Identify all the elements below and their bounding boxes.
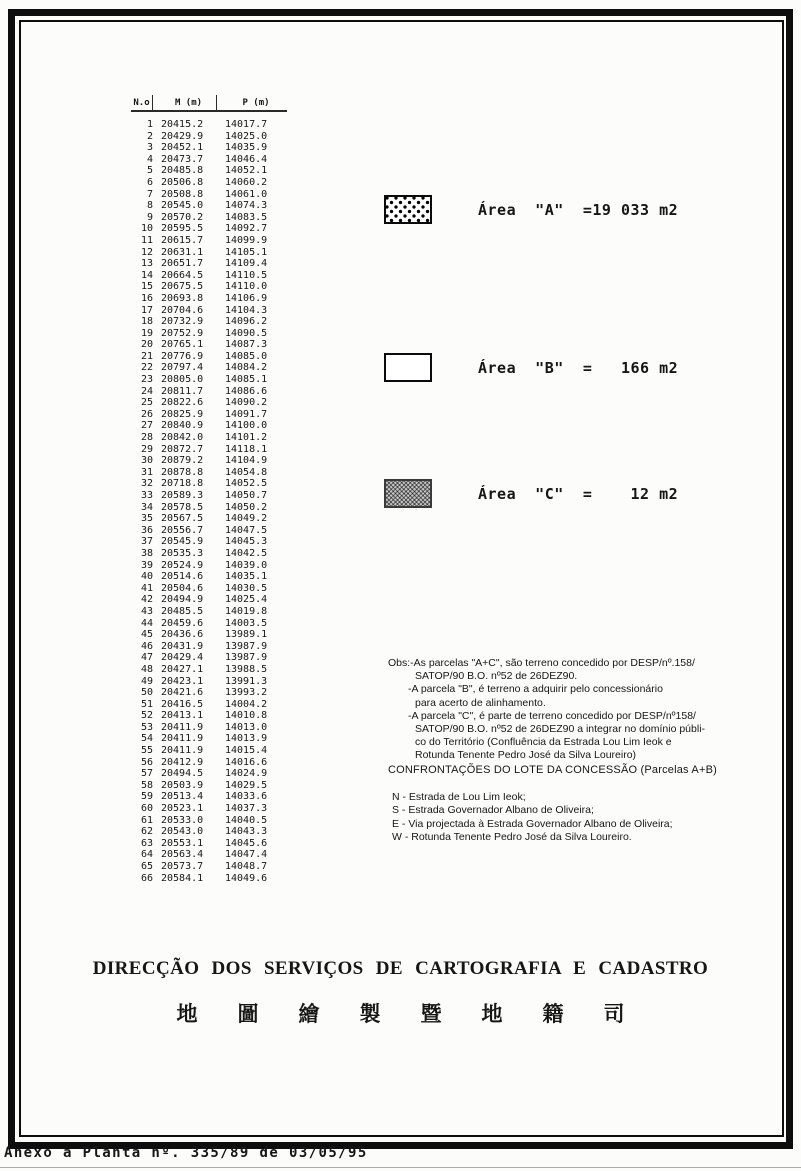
table-cell: 20732.9 [161, 316, 204, 328]
table-cell: 20543.0 [161, 826, 204, 838]
column-header-p: P (m) [242, 97, 270, 108]
coordinate-table [131, 119, 287, 884]
table-cell: 15 [140, 281, 153, 293]
boundary-south: S - Estrada Governador Albano de Oliveira; [392, 804, 594, 817]
table-cell: 14016.6 [225, 756, 268, 768]
table-cell: 44 [140, 617, 153, 629]
table-cell: 20822.6 [161, 397, 204, 409]
table-cell: 20570.2 [161, 211, 204, 223]
table-cell: 14004.2 [225, 698, 268, 710]
table-cell: 10 [140, 223, 153, 235]
table-cell: 20704.6 [161, 304, 204, 316]
table-cell: 41 [140, 582, 153, 594]
table-cell: 20825.9 [161, 408, 204, 420]
table-cell: 14039.0 [225, 559, 268, 571]
area-a-label: Área "A" =19 033 m2 [478, 200, 679, 219]
table-cell: 24 [140, 385, 153, 397]
table-cell: 43 [140, 605, 153, 617]
confrontacoes-heading: CONFRONTAÇÕES DO LOTE DA CONCESSÃO (Parcelas A+B) [388, 764, 717, 776]
table-cell: 20508.8 [161, 188, 204, 200]
table-cell: 20718.8 [161, 478, 204, 490]
table-cell: 13987.9 [225, 640, 268, 652]
table-cell: 20563.4 [161, 849, 204, 861]
table-cell: 20 [140, 339, 153, 351]
table-cell: 14050.7 [225, 490, 268, 501]
observations-block [388, 657, 718, 763]
table-cell: 20595.5 [161, 223, 204, 235]
table-cell: 20805.0 [161, 374, 204, 386]
table-cell: 14090.5 [225, 327, 268, 339]
boundary-north: N - Estrada de Lou Lim Ieok; [392, 791, 526, 803]
table-cell: 20578.5 [161, 501, 204, 513]
table-cell: 14013.0 [225, 721, 268, 733]
table-cell: 57 [140, 768, 153, 780]
obs-line: para acerto de alinhamento. [415, 696, 546, 709]
table-cell: 34 [140, 501, 153, 513]
table-cell: 14025.4 [225, 594, 268, 606]
table-cell: 20436.6 [161, 629, 204, 641]
boundary-east: E - Via projectada à Estrada Governador Albano de Oliveira; [392, 817, 673, 830]
table-cell: 62 [140, 826, 153, 838]
table-cell: 20429.9 [161, 130, 204, 142]
table-cell: 20514.6 [161, 571, 204, 583]
table-cell: 20431.9 [161, 640, 204, 652]
table-cell: 14013.9 [225, 733, 268, 745]
table-cell: 64 [140, 849, 153, 861]
table-cell: 14106.9 [225, 292, 268, 304]
table-cell: 17 [140, 304, 153, 316]
table-cell: 9 [146, 211, 153, 223]
table-cell: 14042.5 [225, 547, 268, 559]
table-cell: 14 [140, 269, 153, 281]
table-cell: 20776.9 [161, 350, 204, 362]
table-cell: 14025.0 [225, 130, 268, 142]
table-cell: 56 [140, 756, 153, 768]
table-cell: 14043.3 [225, 826, 268, 838]
table-cell: 25 [140, 397, 153, 409]
table-cell: 20752.9 [161, 327, 204, 339]
table-cell: 13989.1 [225, 629, 268, 641]
table-cell: 20411.9 [161, 721, 204, 733]
table-cell: 35 [140, 513, 153, 525]
table-cell: 14035.1 [225, 571, 268, 583]
table-cell: 20631.1 [161, 246, 204, 258]
table-cell: 14092.7 [225, 223, 268, 235]
table-cell: 20567.5 [161, 513, 204, 525]
table-cell: 16 [140, 292, 153, 304]
table-cell: 20415.2 [161, 119, 204, 130]
table-cell: 27 [140, 420, 153, 432]
table-cell: 14033.6 [225, 791, 268, 803]
table-cell: 20416.5 [161, 698, 204, 710]
table-cell: 14029.5 [225, 779, 268, 791]
table-cell: 14040.5 [225, 814, 268, 826]
table-cell: 14110.5 [225, 269, 268, 281]
area-c-label: Área "C" = 12 m2 [478, 484, 679, 503]
table-cell: 20675.5 [161, 281, 204, 293]
table-cell: 14049.6 [225, 872, 268, 884]
table-cell: 20513.4 [161, 791, 204, 803]
column-header-m: M (m) [161, 95, 217, 110]
annex-plan-annotation: Anexo à Planta nº. 335/89 de 03/05/95 [4, 1145, 368, 1161]
table-cell: 14105.1 [225, 246, 268, 258]
table-cell: 63 [140, 837, 153, 849]
table-cell: 1 [146, 119, 153, 130]
table-cell: 20553.1 [161, 837, 204, 849]
legend-area-a [384, 195, 678, 224]
table-cell: 14110.0 [225, 281, 268, 293]
obs-line: co do Território (Confluência da Estrada Lou Lim Ieok e [415, 736, 672, 749]
table-cell: 26 [140, 408, 153, 420]
table-cell: 14030.5 [225, 582, 268, 594]
table-cell: 47 [140, 652, 153, 664]
table-cell: 59 [140, 791, 153, 803]
table-cell: 20584.1 [161, 872, 204, 884]
table-cell: 29 [140, 443, 153, 455]
table-cell: 13988.5 [225, 663, 268, 675]
table-cell: 20452.1 [161, 142, 204, 154]
table-cell: 20556.7 [161, 524, 204, 536]
boundaries-list [392, 791, 673, 845]
table-cell: 13991.3 [225, 675, 268, 687]
table-cell: 66 [140, 872, 153, 884]
table-cell: 20494.5 [161, 768, 204, 780]
table-cell: 14047.4 [225, 849, 268, 861]
table-cell: 14085.1 [225, 374, 268, 386]
table-cell: 14047.5 [225, 524, 268, 536]
table-cell: 14050.2 [225, 501, 268, 513]
table-cell: 20545.0 [161, 200, 204, 212]
table-cell: 20411.9 [161, 745, 204, 757]
table-cell: 14100.0 [225, 420, 268, 432]
table-cell: 20427.1 [161, 663, 204, 675]
obs-line: Rotunda Tenente Pedro José da Silva Loureiro) [415, 749, 637, 762]
table-cell: 14048.7 [225, 861, 268, 872]
table-cell: 20411.9 [161, 733, 204, 745]
table-cell: 52 [140, 710, 153, 722]
table-cell: 46 [140, 640, 153, 652]
table-cell: 20573.7 [161, 861, 204, 872]
table-cell: 14015.4 [225, 745, 268, 757]
area-b-plain-swatch [384, 353, 432, 382]
table-cell: 14096.2 [225, 316, 268, 328]
table-cell: 60 [140, 803, 153, 815]
table-cell: 20872.7 [161, 443, 204, 455]
obs-line: Obs:-As parcelas "A+C", são terreno concedido por DESP/nº.158/ [388, 657, 695, 669]
table-cell: 14084.2 [225, 362, 268, 374]
table-cell: 32 [140, 478, 153, 490]
table-cell: 58 [140, 779, 153, 791]
table-cell: 14118.1 [225, 443, 268, 455]
table-cell: 14045.3 [225, 536, 268, 548]
table-cell: 14086.6 [225, 385, 268, 397]
table-cell: 14035.9 [225, 142, 268, 154]
table-cell: 6 [146, 176, 153, 188]
table-cell: 14090.2 [225, 397, 268, 409]
table-cell: 7 [146, 188, 153, 200]
table-cell: 30 [140, 455, 153, 467]
table-cell: 21 [140, 350, 153, 362]
table-cell: 13993.2 [225, 687, 268, 699]
table-cell: 20524.9 [161, 559, 204, 571]
area-b-label: Área "B" = 166 m2 [478, 358, 679, 377]
table-cell: 20879.2 [161, 455, 204, 467]
table-cell: 13 [140, 258, 153, 270]
table-cell: 20412.9 [161, 756, 204, 768]
table-cell: 2 [146, 130, 153, 142]
obs-line: SATOP/90 B.O. nº52 de 26DEZ90 a integrar no domínio públi- [415, 723, 706, 736]
table-cell: 14003.5 [225, 617, 268, 629]
table-cell: 8 [146, 200, 153, 212]
area-c-hatch-pattern-swatch [384, 479, 432, 508]
table-cell: 45 [140, 629, 153, 641]
table-cell: 14054.8 [225, 466, 268, 478]
bottom-rule-line [0, 1167, 801, 1168]
table-cell: 20797.4 [161, 362, 204, 374]
table-cell: 36 [140, 524, 153, 536]
table-cell: 14019.8 [225, 605, 268, 617]
table-cell: 50 [140, 687, 153, 699]
table-cell: 65 [140, 861, 153, 872]
table-cell: 14037.3 [225, 803, 268, 815]
table-cell: 38 [140, 547, 153, 559]
table-cell: 20429.4 [161, 652, 204, 664]
table-cell: 20765.1 [161, 339, 204, 351]
table-cell: 14099.9 [225, 234, 268, 246]
table-cell: 20506.8 [161, 176, 204, 188]
table-cell: 14045.6 [225, 837, 268, 849]
table-cell: 14017.7 [225, 119, 268, 130]
table-cell: 11 [140, 234, 153, 246]
table-cell: 14085.0 [225, 350, 268, 362]
table-cell: 49 [140, 675, 153, 687]
table-cell: 14101.2 [225, 432, 268, 444]
table-cell: 20503.9 [161, 779, 204, 791]
table-cell: 20545.9 [161, 536, 204, 548]
table-cell: 14010.8 [225, 710, 268, 722]
table-cell: 14060.2 [225, 176, 268, 188]
table-cell: 31 [140, 466, 153, 478]
table-cell: 14104.9 [225, 455, 268, 467]
table-cell: 20651.7 [161, 258, 204, 270]
table-cell: 12 [140, 246, 153, 258]
table-cell: 20494.9 [161, 594, 204, 606]
table-cell: 14024.9 [225, 768, 268, 780]
table-cell: 40 [140, 571, 153, 583]
table-cell: 4 [146, 153, 153, 165]
agency-title-portuguese: DIRECÇÃO DOS SERVIÇOS DE CARTOGRAFIA E CADASTRO [92, 958, 709, 979]
table-cell: 20535.3 [161, 547, 204, 559]
table-cell: 3 [146, 142, 153, 154]
table-cell: 20485.8 [161, 165, 204, 177]
table-cell: 55 [140, 745, 153, 757]
table-cell: 48 [140, 663, 153, 675]
table-cell: 37 [140, 536, 153, 548]
table-cell: 19 [140, 327, 153, 339]
table-cell: 20664.5 [161, 269, 204, 281]
column-header-point-number: N.o [131, 95, 153, 110]
table-cell: 14074.3 [225, 200, 268, 212]
table-cell: 20523.1 [161, 803, 204, 815]
table-cell: 42 [140, 594, 153, 606]
obs-line: -A parcela "C", é parte de terreno concedido por DESP/nº158/ [408, 709, 696, 722]
table-cell: 14049.2 [225, 513, 268, 525]
coordinate-table-header [131, 95, 287, 112]
table-cell: 39 [140, 559, 153, 571]
table-cell: 23 [140, 374, 153, 386]
legend-area-b [384, 353, 678, 382]
boundary-west: W - Rotunda Tenente Pedro José da Silva Loureiro. [392, 831, 632, 844]
table-cell: 14052.5 [225, 478, 268, 490]
table-cell: 20473.7 [161, 153, 204, 165]
table-cell: 51 [140, 698, 153, 710]
table-cell: 20504.6 [161, 582, 204, 594]
table-cell: 20615.7 [161, 234, 204, 246]
table-cell: 20842.0 [161, 432, 204, 444]
table-cell: 22 [140, 362, 153, 374]
table-cell: 14061.0 [225, 188, 268, 200]
table-cell: 54 [140, 733, 153, 745]
obs-line: SATOP/90 B.O. nº52 de 26DEZ90. [415, 670, 578, 683]
table-cell: 14087.3 [225, 339, 268, 351]
table-cell: 61 [140, 814, 153, 826]
table-cell: 20459.6 [161, 617, 204, 629]
table-cell: 20811.7 [161, 385, 204, 397]
table-cell: 20589.3 [161, 490, 204, 501]
agency-title-chinese: 地圖繪製暨地籍司 [176, 1002, 665, 1026]
table-cell: 20840.9 [161, 420, 204, 432]
table-cell: 20421.6 [161, 687, 204, 699]
table-cell: 14083.5 [225, 211, 268, 223]
table-cell: 14104.3 [225, 304, 268, 316]
table-cell: 20693.8 [161, 292, 204, 304]
table-cell: 20878.8 [161, 466, 204, 478]
table-cell: 14091.7 [225, 408, 268, 420]
table-cell: 14052.1 [225, 165, 268, 177]
table-cell: 28 [140, 432, 153, 444]
table-cell: 20413.1 [161, 710, 204, 722]
table-cell: 5 [146, 165, 153, 177]
legend-area-c [384, 479, 678, 508]
table-cell: 20423.1 [161, 675, 204, 687]
table-cell: 33 [140, 490, 153, 501]
table-cell: 13987.9 [225, 652, 268, 664]
obs-line: -A parcela "B", é terreno a adquirir pelo concessionário [408, 683, 663, 696]
table-cell: 53 [140, 721, 153, 733]
table-cell: 14046.4 [225, 153, 268, 165]
table-cell: 18 [140, 316, 153, 328]
table-cell: 14109.4 [225, 258, 268, 270]
table-cell: 20533.0 [161, 814, 204, 826]
area-a-dot-pattern-swatch [384, 195, 432, 224]
table-cell: 20485.5 [161, 605, 204, 617]
